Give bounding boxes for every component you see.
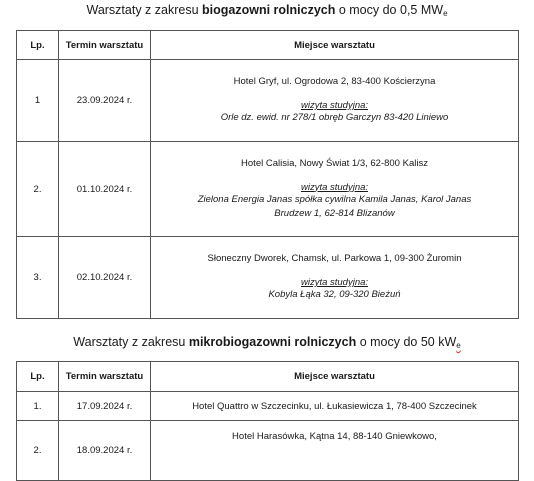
venue-address: Hotel Calisia, Nowy Świat 1/3, 62-800 Kalisz [241,157,428,169]
column-header-place: Miejsce warsztatu [151,31,519,60]
column-header-place: Miejsce warsztatu [151,362,519,392]
heading-text-bold: biogazowni rolniczych [202,3,336,17]
table-header-row [17,362,519,392]
row-place-cell [151,142,519,237]
heading-text-pre: Warsztaty z zakresu [86,3,203,17]
workshops-table-micro-biogas [16,361,519,481]
study-visit-label: wizyta studyjna: [300,100,369,111]
row-lp: 1 [17,60,59,142]
row-lp: 2. [17,142,59,237]
row-place: Hotel Quattro w Szczecinku, ul. Łukasiewicza 1, 78-400 Szczecinek [151,392,519,421]
column-header-lp: Lp. [17,31,59,60]
row-date: 23.09.2024 r. [59,60,151,142]
table-row [17,421,519,481]
column-header-date: Termin warsztatu [59,31,151,60]
study-visit-address: Kobyla Łąka 32, 09-320 Bieżuń [268,289,401,300]
study-visit-address-line-2: Brudzew 1, 62-814 Blizanów [274,207,395,219]
table-row [17,60,519,142]
workshops-table-biogas [16,30,519,319]
row-date: 02.10.2024 r. [59,237,151,319]
column-header-date: Termin warsztatu [59,362,151,392]
row-place-cell [151,60,519,142]
heading-unit-subscript: e [443,9,448,18]
row-lp: 1. [17,392,59,421]
section-2-heading [0,335,534,350]
row-date: 18.09.2024 r. [59,421,151,481]
row-place-cell [151,237,519,319]
row-lp: 2. [17,421,59,481]
table-row [17,392,519,421]
heading-unit-subscript: e [456,341,461,350]
heading-text-post: o mocy do 50 kW [356,335,457,349]
study-visit-address: Orle dz. ewid. nr 278/1 obręb Garczyn 83-420 Liniewo [220,112,449,123]
venue-address: Hotel Gryf, ul. Ogrodowa 2, 83-400 Kościerzyna [233,76,436,87]
table-row [17,142,519,237]
row-date: 17.09.2024 r. [59,392,151,421]
row-date: 01.10.2024 r. [59,142,151,237]
heading-text-post: o mocy do 0,5 MW [335,3,444,17]
row-place: Hotel Harasówka, Kątna 14, 88-140 Gniewkowo, [151,421,519,481]
heading-text-pre: Warsztaty z zakresu [73,335,189,349]
heading-text-bold: mikrobiogazowni rolniczych [188,335,357,349]
row-lp: 3. [17,237,59,319]
column-header-lp: Lp. [17,362,59,392]
study-visit-label: wizyta studyjna: [300,277,369,288]
study-visit-label: wizyta studyjna: [300,181,369,193]
section-1-heading [0,3,534,18]
venue-address: Słoneczny Dworek, Chamsk, ul. Parkowa 1, 09-300 Żuromin [207,253,462,264]
table-header-row [17,31,519,60]
table-row [17,237,519,319]
study-visit-address: Zielona Energia Janas spółka cywilna Kamila Janas, Karol Janas [197,193,472,205]
